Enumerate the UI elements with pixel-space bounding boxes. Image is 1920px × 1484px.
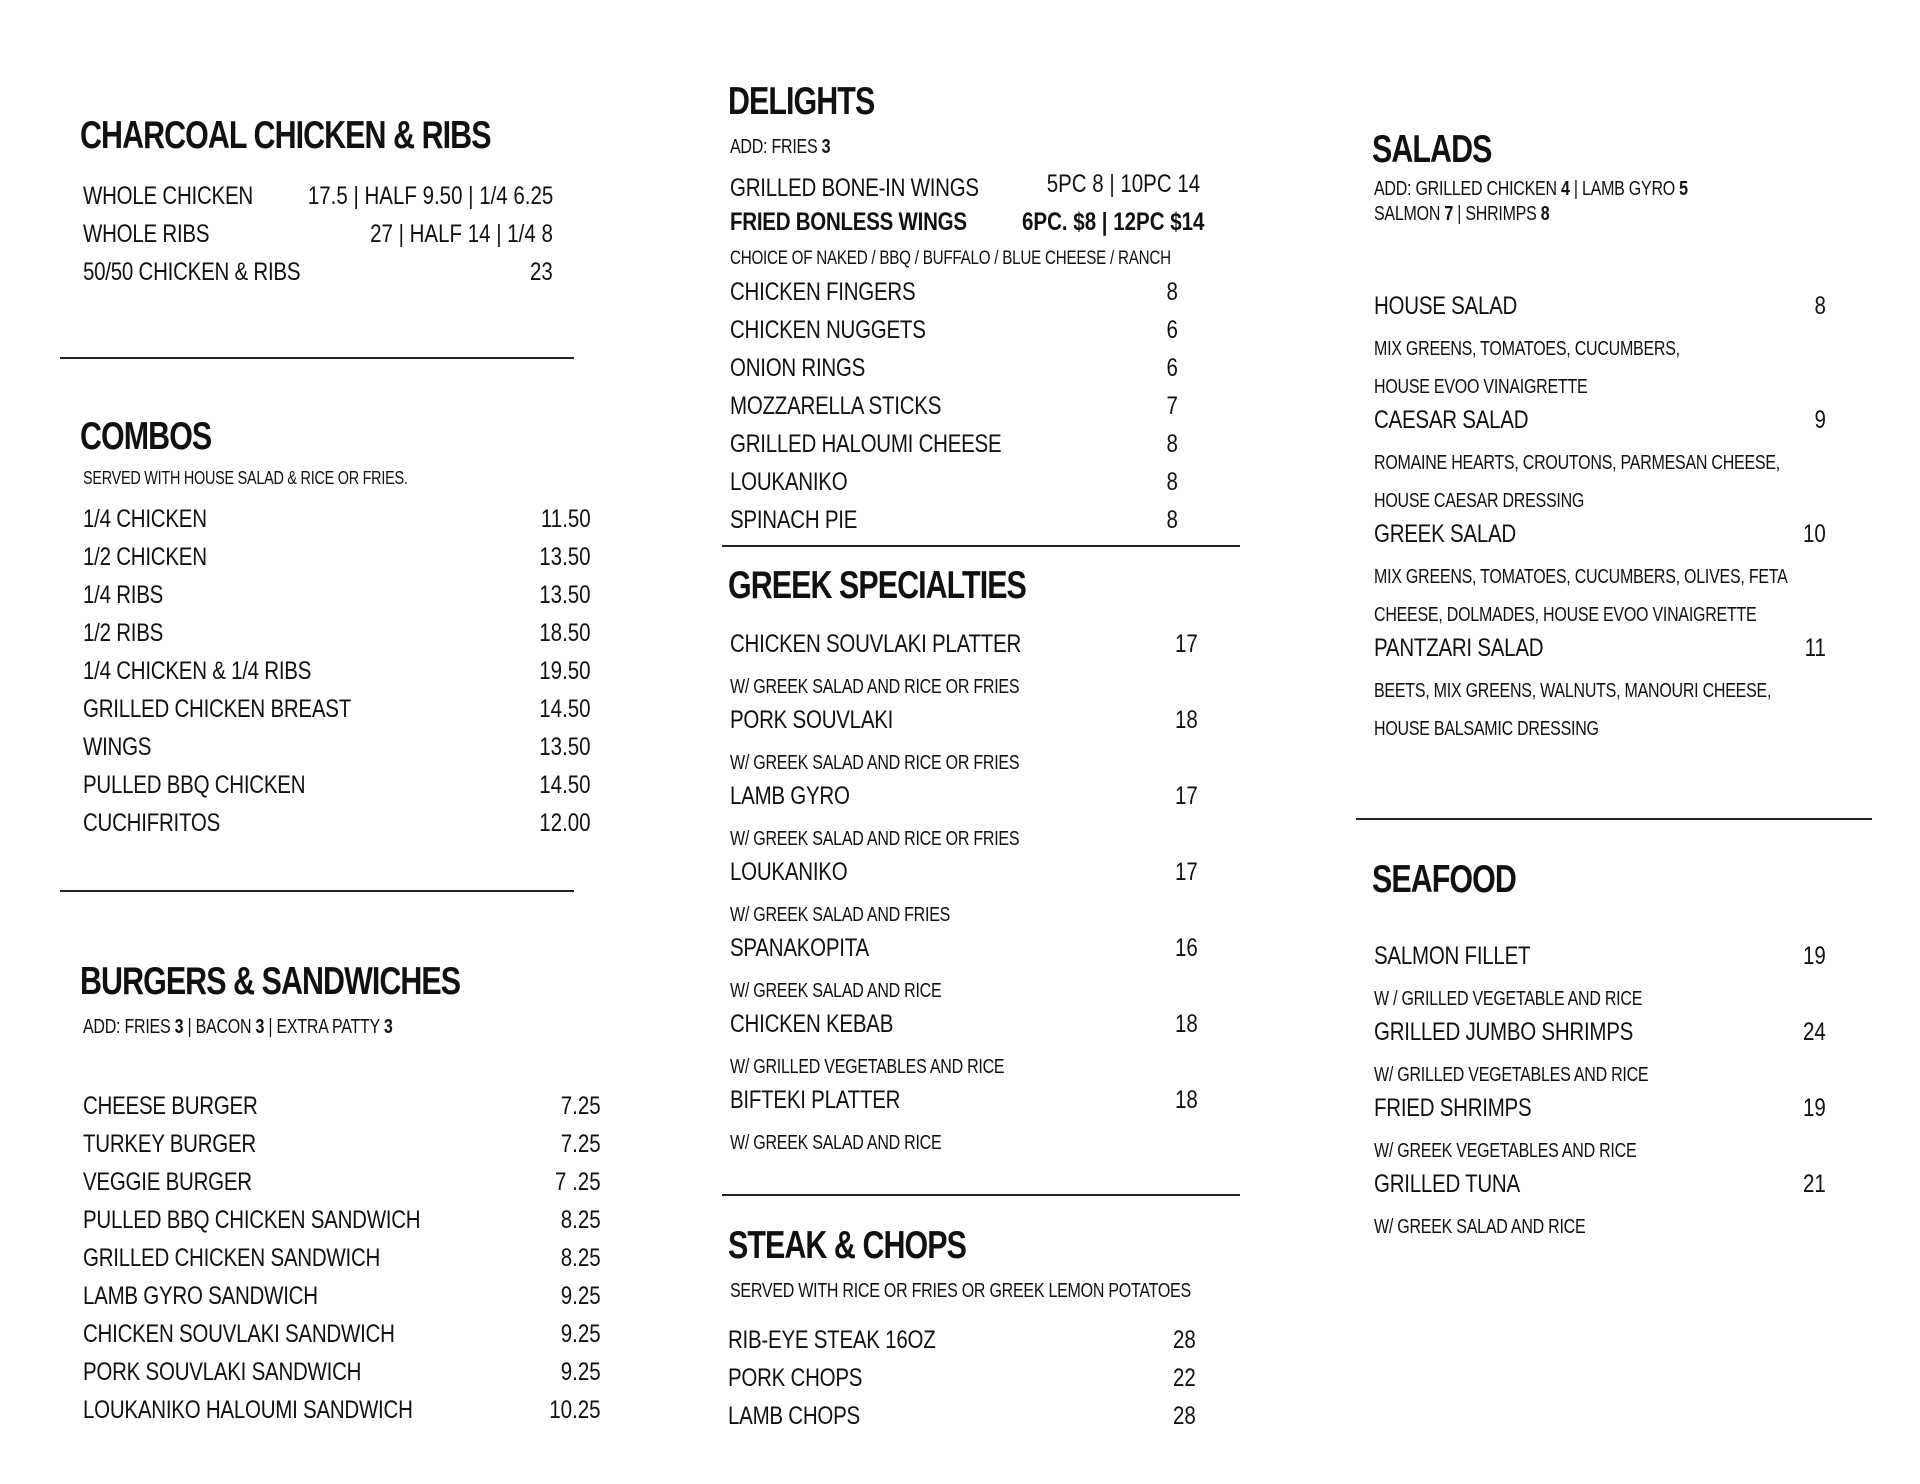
item-name: WINGS <box>83 733 152 761</box>
item-name: CHICKEN NUGGETS <box>730 316 926 344</box>
item-description: MIX GREENS, TOMATOES, CUCUMBERS, <box>1374 338 1680 360</box>
section-title: DELIGHTS <box>728 80 875 123</box>
menu-item <box>728 1364 1196 1402</box>
item-price: 14.50 <box>539 695 591 723</box>
divider <box>722 1194 1240 1196</box>
menu-item <box>730 468 1178 506</box>
divider <box>60 357 574 359</box>
item-price: 7.25 <box>561 1092 601 1120</box>
item-price: 8 <box>1166 430 1178 458</box>
item-name: GRILLED CHICKEN BREAST <box>83 695 351 723</box>
menu-item <box>1374 1018 1826 1056</box>
item-name: CUCHIFRITOS <box>83 809 221 837</box>
section-note: ADD: FRIES 3 | BACON 3 | EXTRA PATTY 3 <box>83 1016 393 1038</box>
item-price: 19.50 <box>539 657 591 685</box>
item-description: HOUSE BALSAMIC DRESSING <box>1374 718 1599 740</box>
menu-item <box>83 1206 601 1244</box>
item-price: 7 <box>1166 392 1178 420</box>
item-price: 13.50 <box>539 733 591 761</box>
menu-item <box>730 1086 1198 1124</box>
seafood-list <box>1374 942 1826 1246</box>
item-name: PORK SOUVLAKI <box>730 706 894 734</box>
divider <box>60 890 574 892</box>
item-name: CHICKEN KEBAB <box>730 1010 894 1038</box>
item-name: LAMB CHOPS <box>728 1402 860 1430</box>
item-price: 18 <box>1175 1086 1198 1114</box>
item-name: 1/2 RIBS <box>83 619 164 647</box>
menu-item <box>83 258 553 296</box>
item-name: CHICKEN SOUVLAKI SANDWICH <box>83 1320 395 1348</box>
salads-list <box>1374 292 1826 748</box>
item-price: 17 <box>1175 630 1198 658</box>
item-name: GRILLED JUMBO SHRIMPS <box>1374 1018 1634 1046</box>
item-description: W/ GREEK VEGETABLES AND RICE <box>1374 1140 1637 1162</box>
item-name: BIFTEKI PLATTER <box>730 1086 901 1114</box>
greek-list <box>730 630 1198 1162</box>
item-price: 27 | HALF 14 | 1/4 8 <box>370 220 553 248</box>
item-price: 6 <box>1166 316 1178 344</box>
item-name: TURKEY BURGER <box>83 1130 256 1158</box>
item-price: 17 <box>1175 858 1198 886</box>
item-name: 1/2 CHICKEN <box>83 543 207 571</box>
item-name: 1/4 CHICKEN & 1/4 RIBS <box>83 657 312 685</box>
item-price: 7.25 <box>561 1130 601 1158</box>
item-name: GRILLED CHICKEN SANDWICH <box>83 1244 381 1272</box>
steak-list <box>728 1326 1196 1440</box>
item-name: HOUSE SALAD <box>1374 292 1518 320</box>
item-price: 22 <box>1173 1364 1196 1392</box>
menu-item <box>83 1244 601 1282</box>
item-description: W/ GREEK SALAD AND RICE <box>730 980 942 1002</box>
item-price: 18 <box>1175 1010 1198 1038</box>
item-price: 13.50 <box>539 543 591 571</box>
item-price: 8.25 <box>561 1244 601 1272</box>
menu-item <box>730 1010 1198 1048</box>
menu-item <box>83 619 591 657</box>
section-title: STEAK & CHOPS <box>728 1224 966 1267</box>
item-price: 14.50 <box>539 771 591 799</box>
item-description: HOUSE EVOO VINAIGRETTE <box>1374 376 1588 398</box>
menu-item <box>83 695 591 733</box>
item-price: 9.25 <box>561 1358 601 1386</box>
item-description: W / GRILLED VEGETABLE AND RICE <box>1374 988 1643 1010</box>
menu-item <box>730 506 1178 544</box>
menu-item <box>730 354 1178 392</box>
item-price: 8.25 <box>561 1206 601 1234</box>
item-description: W/ GREEK SALAD AND RICE OR FRIES <box>730 828 1020 850</box>
item-name: PORK SOUVLAKI SANDWICH <box>83 1358 362 1386</box>
item-price: 8 <box>1166 468 1178 496</box>
menu-item <box>83 1092 601 1130</box>
menu-item <box>83 809 591 847</box>
menu-item <box>83 733 591 771</box>
item-price: 12.00 <box>539 809 591 837</box>
section-note: ADD: FRIES 3 <box>730 136 831 158</box>
section-title: BURGERS & SANDWICHES <box>80 960 461 1003</box>
item-description: CHEESE, DOLMADES, HOUSE EVOO VINAIGRETTE <box>1374 604 1757 626</box>
item-price: 8 <box>1814 292 1826 320</box>
item-name: CAESAR SALAD <box>1374 406 1529 434</box>
item-name: WHOLE CHICKEN <box>83 182 253 210</box>
item-description: W/ GREEK SALAD AND FRIES <box>730 904 951 926</box>
menu-item <box>83 1396 601 1434</box>
item-name: PANTZARI SALAD <box>1374 634 1544 662</box>
section-title: SEAFOOD <box>1372 858 1516 901</box>
menu-item <box>730 278 1178 316</box>
menu-item <box>83 1358 601 1396</box>
item-name: 1/4 RIBS <box>83 581 164 609</box>
item-name: CHICKEN SOUVLAKI PLATTER <box>730 630 1022 658</box>
item-name: GRILLED HALOUMI CHEESE <box>730 430 1002 458</box>
section-note: SERVED WITH RICE OR FRIES OR GREEK LEMON POTATOES <box>730 1280 1191 1302</box>
section-note: ADD: GRILLED CHICKEN 4 | LAMB GYRO 5 SALMON 7 | SHRIMPS 8 <box>1374 178 1688 225</box>
item-name: LAMB GYRO SANDWICH <box>83 1282 318 1310</box>
item-name: LAMB GYRO <box>730 782 850 810</box>
item-price: 24 <box>1803 1018 1826 1046</box>
menu-item <box>728 1402 1196 1440</box>
item-name: MOZZARELLA STICKS <box>730 392 942 420</box>
menu-item <box>83 771 591 809</box>
section-title: CHARCOAL CHICKEN & RIBS <box>80 114 491 157</box>
item-description: W/ GRILLED VEGETABLES AND RICE <box>1374 1064 1649 1086</box>
menu-item <box>730 208 1204 242</box>
item-price: 6PC. $8 | 12PC $14 <box>1021 208 1204 236</box>
item-price: 19 <box>1803 1094 1826 1122</box>
menu-item <box>730 782 1198 820</box>
section-charcoal <box>80 114 600 286</box>
menu-item <box>83 1320 601 1358</box>
section-steak <box>728 1224 1248 1430</box>
item-name: ONION RINGS <box>730 354 866 382</box>
item-price: 8 <box>1166 278 1178 306</box>
item-price: 18 <box>1175 706 1198 734</box>
item-price: 28 <box>1173 1402 1196 1430</box>
menu-item <box>83 220 553 258</box>
item-name: PORK CHOPS <box>728 1364 863 1392</box>
combos-list <box>83 505 591 847</box>
wing-sauce-choice: CHOICE OF NAKED / BBQ / BUFFALO / BLUE CHEESE / RANCH <box>730 248 1171 269</box>
item-name: LOUKANIKO HALOUMI SANDWICH <box>83 1396 413 1424</box>
item-price: 6 <box>1166 354 1178 382</box>
section-title: SALADS <box>1372 128 1492 171</box>
menu-item <box>730 170 1200 208</box>
item-price: 9.25 <box>561 1320 601 1348</box>
item-name: VEGGIE BURGER <box>83 1168 252 1196</box>
item-name: 1/4 CHICKEN <box>83 505 207 533</box>
item-description: HOUSE CAESAR DRESSING <box>1374 490 1585 512</box>
menu-item <box>728 1326 1196 1364</box>
item-price: 7 .25 <box>555 1168 601 1196</box>
item-name: SPANAKOPITA <box>730 934 869 962</box>
item-name: SPINACH PIE <box>730 506 858 534</box>
item-price: 11 <box>1804 634 1826 662</box>
item-price: 23 <box>530 258 553 286</box>
item-name: WHOLE RIBS <box>83 220 210 248</box>
item-description: W/ GREEK SALAD AND RICE <box>1374 1216 1586 1238</box>
menu-item <box>1374 1170 1826 1208</box>
item-price: 13.50 <box>539 581 591 609</box>
menu-item <box>730 858 1198 896</box>
item-price: 5PC 8 | 10PC 14 <box>1046 170 1200 198</box>
item-description: W/ GRILLED VEGETABLES AND RICE <box>730 1056 1005 1078</box>
divider <box>1356 818 1872 820</box>
section-salads <box>1372 128 1892 740</box>
item-price: 8 <box>1166 506 1178 534</box>
item-description: MIX GREENS, TOMATOES, CUCUMBERS, OLIVES, FETA <box>1374 566 1788 588</box>
section-delights <box>728 80 1248 534</box>
menu-item <box>1374 634 1826 672</box>
menu-item <box>730 706 1198 744</box>
menu-item <box>1374 942 1826 980</box>
item-price: 16 <box>1175 934 1198 962</box>
menu-item <box>83 1282 601 1320</box>
menu-item <box>83 1168 601 1206</box>
item-price: 17.5 | HALF 9.50 | 1/4 6.25 <box>307 182 553 210</box>
item-description: BEETS, MIX GREENS, WALNUTS, MANOURI CHEESE, <box>1374 680 1772 702</box>
section-seafood <box>1372 858 1892 1238</box>
item-name: FRIED BONLESS WINGS <box>730 208 967 236</box>
menu-item <box>83 543 591 581</box>
item-name: PULLED BBQ CHICKEN SANDWICH <box>83 1206 421 1234</box>
menu-item <box>83 581 591 619</box>
item-description: W/ GREEK SALAD AND RICE OR FRIES <box>730 752 1020 774</box>
item-price: 17 <box>1175 782 1198 810</box>
item-name: FRIED SHRIMPS <box>1374 1094 1532 1122</box>
menu-item <box>83 657 591 695</box>
menu-item <box>83 1130 601 1168</box>
item-price: 28 <box>1173 1326 1196 1354</box>
menu-item <box>83 182 553 220</box>
item-name: GRILLED BONE-IN WINGS <box>730 174 979 202</box>
item-name: GREEK SALAD <box>1374 520 1516 548</box>
menu-item <box>730 934 1198 972</box>
item-name: GRILLED TUNA <box>1374 1170 1520 1198</box>
menu-item <box>730 392 1178 430</box>
item-name: PULLED BBQ CHICKEN <box>83 771 306 799</box>
menu-item <box>1374 292 1826 330</box>
section-combos <box>80 415 600 837</box>
menu-item <box>83 505 591 543</box>
item-name: CHICKEN FINGERS <box>730 278 916 306</box>
section-title: COMBOS <box>80 415 212 458</box>
section-burgers <box>80 960 601 1424</box>
menu-item <box>1374 406 1826 444</box>
item-price: 10 <box>1803 520 1826 548</box>
divider <box>722 545 1240 547</box>
item-name: LOUKANIKO <box>730 468 848 496</box>
item-name: CHEESE BURGER <box>83 1092 258 1120</box>
item-price: 9.25 <box>561 1282 601 1310</box>
section-title: GREEK SPECIALTIES <box>728 564 1026 607</box>
section-greek <box>728 564 1248 1154</box>
section-note: SERVED WITH HOUSE SALAD & RICE OR FRIES. <box>83 468 408 488</box>
item-price: 18.50 <box>539 619 591 647</box>
item-price: 9 <box>1814 406 1826 434</box>
menu-item <box>730 316 1178 354</box>
item-price: 10.25 <box>549 1396 601 1424</box>
menu-item <box>1374 1094 1826 1132</box>
item-description: W/ GREEK SALAD AND RICE OR FRIES <box>730 676 1020 698</box>
item-name: SALMON FILLET <box>1374 942 1531 970</box>
item-description: ROMAINE HEARTS, CROUTONS, PARMESAN CHEESE, <box>1374 452 1780 474</box>
item-description: W/ GREEK SALAD AND RICE <box>730 1132 942 1154</box>
item-price: 11.50 <box>541 505 591 533</box>
burgers-list <box>83 1092 601 1434</box>
menu-item <box>1374 520 1826 558</box>
item-name: RIB-EYE STEAK 16OZ <box>728 1326 936 1354</box>
item-name: LOUKANIKO <box>730 858 848 886</box>
item-price: 21 <box>1803 1170 1826 1198</box>
menu-item <box>730 630 1198 668</box>
item-price: 19 <box>1803 942 1826 970</box>
item-name: 50/50 CHICKEN & RIBS <box>83 258 301 286</box>
menu-item <box>730 430 1178 468</box>
delights-list <box>730 278 1178 544</box>
